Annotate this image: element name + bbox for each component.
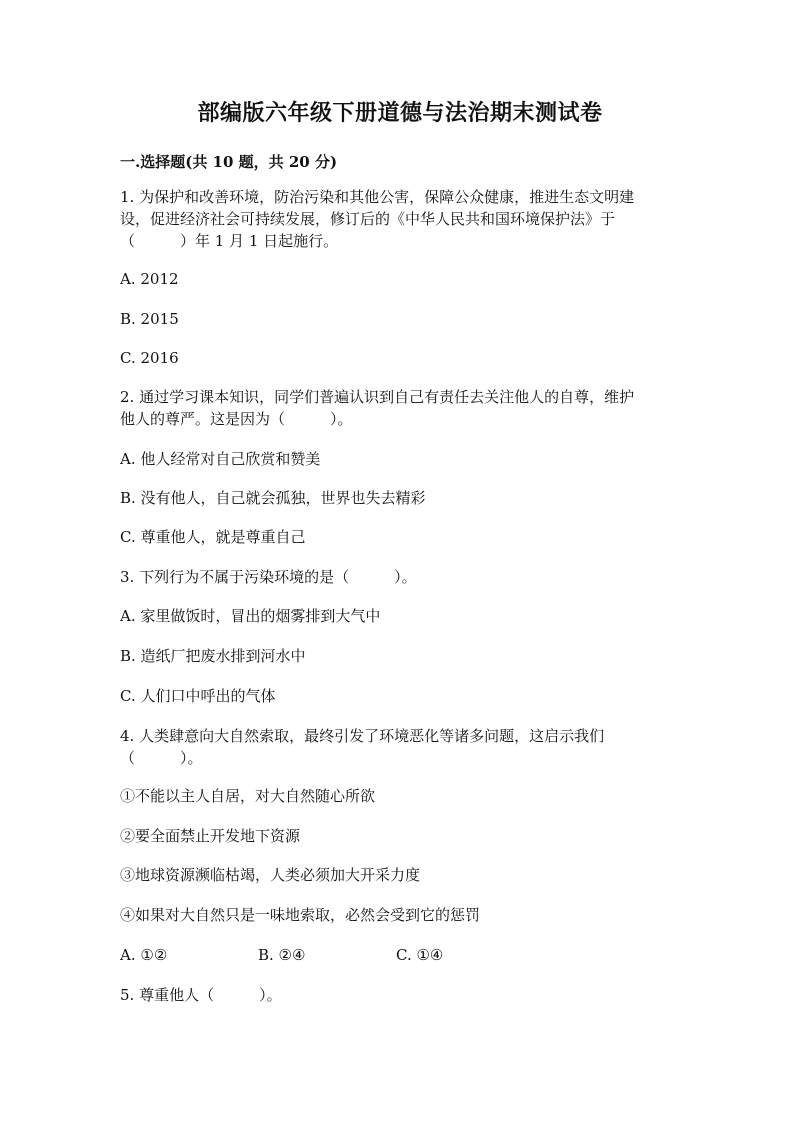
question-3-stem-line-1: 3. 下列行为不属于污染环境的是（ ）。 bbox=[120, 568, 417, 586]
question-4-statement-3: ③地球资源濒临枯竭，人类必须加大开采力度 bbox=[120, 866, 421, 884]
question-3-option-a: A. 家里做饭时，冒出的烟雾排到大气中 bbox=[120, 607, 381, 625]
question-4-option-c: C. ①④ bbox=[396, 946, 444, 964]
question-4-statement-1: ①不能以主人自居，对大自然随心所欲 bbox=[120, 787, 376, 805]
question-3-option-b: B. 造纸厂把废水排到河水中 bbox=[120, 647, 306, 665]
question-2-stem-line-1: 2. 通过学习课本知识，同学们普遍认识到自己有责任去关注他人的自尊，维护 bbox=[120, 388, 635, 406]
question-2-option-c: C. 尊重他人，就是尊重自己 bbox=[120, 528, 306, 546]
question-4-option-a: A. ①② bbox=[120, 946, 168, 964]
question-1-option-a: A. 2012 bbox=[120, 270, 179, 288]
question-4-statement-4: ④如果对大自然只是一味地索取，必然会受到它的惩罚 bbox=[120, 906, 481, 924]
page-title: 部编版六年级下册道德与法治期末测试卷 bbox=[197, 100, 603, 126]
question-2-stem-line-2: 他人的尊严。这是因为（ ）。 bbox=[120, 410, 353, 428]
question-4-stem-line-1: 4. 人类肆意向大自然索取，最终引发了环境恶化等诸多问题，这启示我们 bbox=[120, 727, 605, 745]
question-1-stem-line-1: 1. 为保护和改善环境，防治污染和其他公害，保障公众健康，推进生态文明建 bbox=[120, 188, 635, 206]
section-header: 一.选择题(共 10 题，共 20 分) bbox=[120, 153, 338, 171]
question-4-stem-line-2: （ ）。 bbox=[120, 749, 203, 767]
question-3-option-c: C. 人们口中呼出的气体 bbox=[120, 687, 276, 705]
question-1-option-c: C. 2016 bbox=[120, 349, 179, 367]
question-1-stem-line-2: 设，促进经济社会可持续发展，修订后的《中华人民共和国环境保护法》于 bbox=[120, 210, 616, 228]
question-4-statement-2: ②要全面禁止开发地下资源 bbox=[120, 827, 301, 845]
question-1-option-b: B. 2015 bbox=[120, 310, 179, 328]
question-2-option-b: B. 没有他人，自己就会孤独，世界也失去精彩 bbox=[120, 489, 426, 507]
question-4-option-b: B. ②④ bbox=[258, 946, 306, 964]
question-1-stem-line-3: （ ）年 1 月 1 日起施行。 bbox=[120, 232, 339, 250]
question-2-option-a: A. 他人经常对自己欣赏和赞美 bbox=[120, 450, 321, 468]
question-5-stem-line-1: 5. 尊重他人（ ）。 bbox=[120, 986, 282, 1004]
